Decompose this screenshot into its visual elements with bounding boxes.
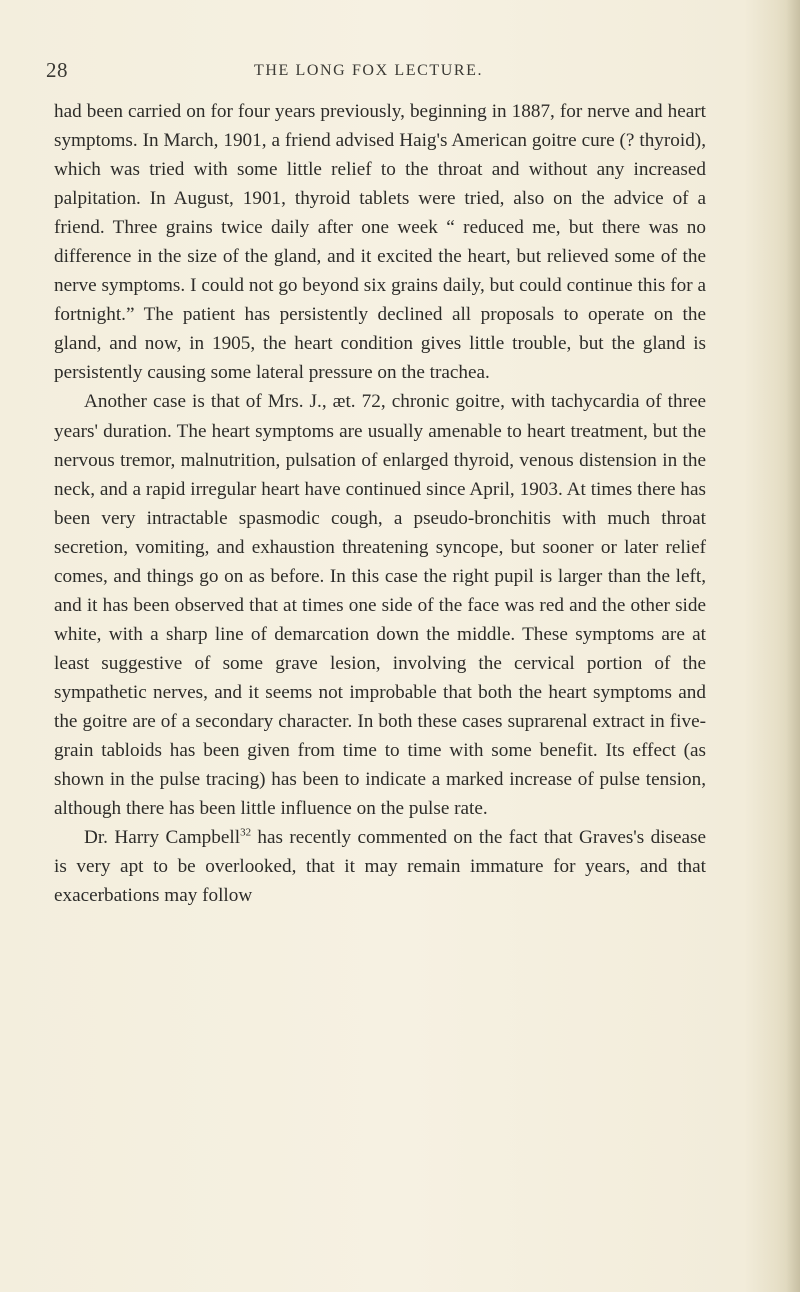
footnote-reference: 32 (240, 826, 252, 839)
page-edge-shadow (786, 0, 800, 1292)
page-number: 28 (46, 58, 68, 82)
running-head: THE LONG FOX LECTURE. (254, 62, 484, 79)
paragraph-3-lead: Dr. Harry Campbell (84, 827, 241, 849)
paragraph-1: had been carried on for four years previously, beginning in 1887, for nerve and heart symptoms. In March, 1901, a friend advised Haig's American goitre cure (? thyroid), which was tried with some little relief to the throat and without any increased palpitation. In August, 1901, thyroid tablets were tried, also on the advice of a friend. Three grains twice daily after one week “ reduced me, but there was no difference in the size of the gland, and it excited the heart, but relieved some of the nerve symptoms. I could not go beyond six grains daily, but could continue this for a fortnight.” The patient has persistently declined all proposals to operate on the gland, and now, in 1905, the heart condition gives little trouble, but the gland is persistently causing some lateral pressure on the trachea. (54, 101, 706, 384)
paragraph-3 (54, 823, 706, 910)
paragraph-2: Another case is that of Mrs. J., æt. 72, chronic goitre, with tachycardia of three years' duration. The heart symptoms are usually amenable to heart treatment, but the nervous tremor, malnutrition, pulsation of enlarged thyroid, venous distension in the neck, and a rapid irregular heart have continued since April, 1903. At times there has been very intractable spasmodic cough, a pseudo-bronchitis with much throat secretion, vomiting, and exhaustion threatening syncope, but sooner or later relief comes, and things go on as before. In this case the right pupil is larger than the left, and it has been observed that at times one side of the face was red and the other side white, with a sharp line of demarcation down the middle. These symptoms are at least suggestive of some grave lesion, involving the cervical portion of the sympathetic nerves, and it seems not improbable that both the heart symptoms and the goitre are of a secondary character. In both these cases suprarenal extract in five-grain tabloids has been given from time to time with some benefit. Its effect (as shown in the pulse tracing) has been to indicate a marked increase of pulse tension, although there has been little influence on the pulse rate. (54, 391, 706, 820)
body-text (54, 97, 706, 910)
paragraph-3-rest: has recently commented on the fact that Graves's disease is very apt to be overlooked, that it may remain immature for years, and that exacerbations may follow (54, 827, 706, 907)
page-header (0, 58, 800, 88)
